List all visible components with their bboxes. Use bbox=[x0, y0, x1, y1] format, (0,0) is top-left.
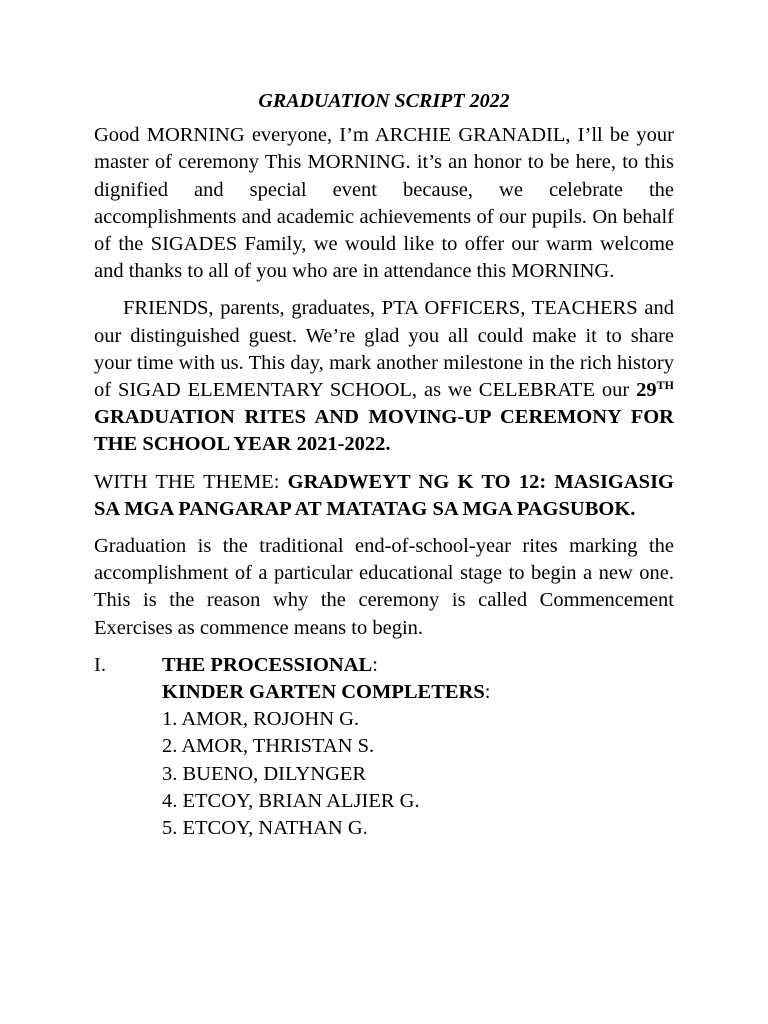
graduation-definition-paragraph: Graduation is the traditional end-of-school-year rites marking the accomplishment of a particular educational stage to begin a new one. This is the reason why the ceremony is called Commencement Exercises as commence means to begin. bbox=[94, 535, 674, 639]
completers-list bbox=[162, 706, 674, 842]
welcome-paragraph: Good MORNING everyone, I’m ARCHIE GRANADIL, I’ll be your master of ceremony This MORNING. it’s an honor to be here, to this dignified and special event because, we celebrate the accomplishments and academic achievements of our pupils. On behalf of the SIGADES Family, we would like to offer our warm welcome and thanks to all of you who are in attendance this MORNING. bbox=[94, 124, 674, 283]
section-body bbox=[162, 652, 674, 842]
document-page bbox=[94, 88, 674, 842]
section-subheading-line bbox=[162, 679, 674, 706]
list-item: 2. AMOR, THRISTAN S. bbox=[162, 735, 375, 758]
list-item: 1. AMOR, ROJOHN G. bbox=[162, 708, 360, 731]
graduation-rites-text: GRADUATION RITES AND MOVING-UP CEREMONY FOR THE SCHOOL YEAR 2021-2022. bbox=[94, 406, 674, 456]
theme-text: GRADWEYT NG K TO 12: MASIGASIG SA MGA PANGARAP AT MATATAG SA MGA PAGSUBOK. bbox=[94, 470, 674, 520]
section-subheading: KINDER GARTEN COMPLETERS bbox=[162, 681, 485, 704]
list-item: 5. ETCOY, NATHAN G. bbox=[162, 817, 368, 840]
theme-paragraph bbox=[94, 469, 674, 523]
document-title: GRADUATION SCRIPT 2022 bbox=[258, 90, 510, 112]
greeting-paragraph bbox=[94, 295, 674, 458]
section-heading-colon: : bbox=[372, 653, 378, 676]
theme-label: WITH THE THEME: bbox=[94, 470, 288, 493]
section-numeral: I. bbox=[94, 653, 106, 676]
section-subheading-colon: : bbox=[484, 681, 491, 704]
section-heading: THE PROCESSIONAL bbox=[162, 653, 373, 676]
ordinal-suffix: TH bbox=[656, 378, 674, 393]
section-heading-line bbox=[162, 652, 674, 679]
processional-section bbox=[94, 652, 674, 842]
list-item: 4. ETCOY, BRIAN ALJIER G. bbox=[162, 789, 420, 812]
list-item: 3. BUENO, DILYNGER bbox=[162, 762, 367, 785]
ordinal-number: 29 bbox=[636, 379, 657, 402]
greeting-text: FRIENDS, parents, graduates, PTA OFFICERS, TEACHERS and our distinguished guest. We’re glad you all could make it to share your time with us. This day, mark another milestone in the rich history of SIGAD ELEMENTARY SCHOOL, as we CELEBRATE our bbox=[94, 297, 674, 402]
